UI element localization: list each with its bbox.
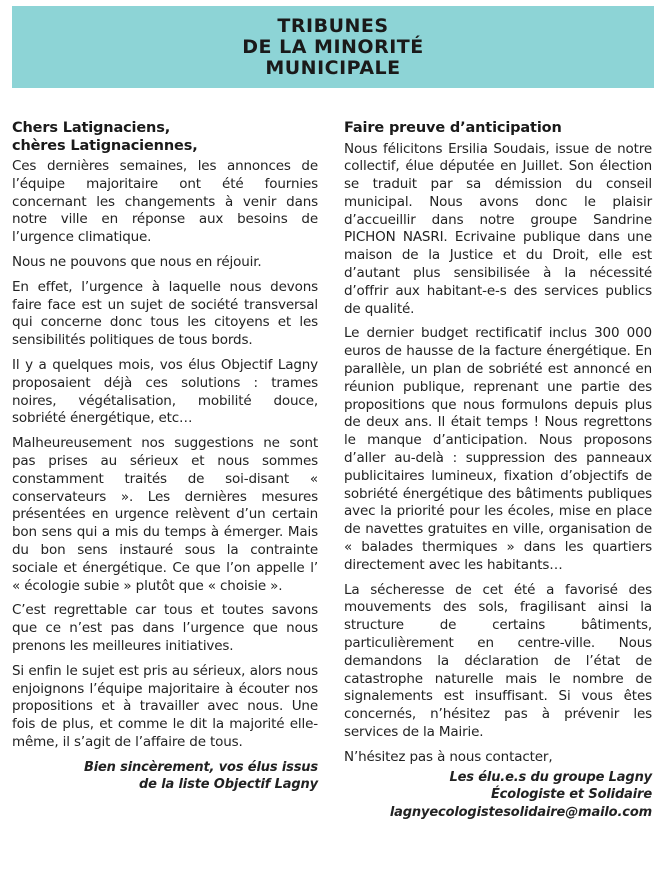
- left-paragraph: Nous ne pouvons que nous en réjouir.: [12, 253, 262, 270]
- right-title: Faire preuve d’anticipation: [344, 120, 562, 136]
- header-title-line: MUNICIPALE: [265, 56, 401, 79]
- left-paragraph: Malheureusement nos suggestions ne sont pas prises au sérieux et nous sommes constamment traités de soi-disant « conservateurs ». Les dernières mesures présentées en urgence relèvent d’un certain bon sens qui a mis du temps à émerger. Mais du bon sens instauré sous la contrainte sociale et énergétique. Ce que l’on appelle l’ « écologie subie » plutôt que « choisie ».: [12, 435, 318, 594]
- right-email: lagnyecologistesolidaire@mailo.com: [389, 804, 652, 820]
- right-paragraph: Le dernier budget rectificatif inclus 300 000 euros de hausse de la facture énergétique. En parallèle, un plan de sobriété est annoncé en réunion publique, reprenant une partie des propositions que nous formulons depuis plus de deux ans. Il était temps ! Nous regrettons le manque d’anticipation. Nous proposons d’aller au-delà : suppression des panneaux publicitaires lumineux, fixation d’objectifs de sobriété énergétique des bâtiments publiques avec la priorité pour les écoles, mise en place de navettes gratuites en ville, organisation de « balades thermiques » dans les quartiers directement avec les habitants…: [344, 325, 652, 573]
- left-column: [12, 120, 318, 794]
- right-contact: N’hésitez pas à nous contacter,: [344, 748, 553, 765]
- right-paragraph: La sécheresse de cet été a favorisé des mouvements des sols, fragilisant ainsi la structure de certains bâtiments, particulièrement en centre-ville. Nous demandons la déclaration de l’état de catastrophe naturelle mais le nombre de signalements est insuffisant. Si vous êtes concernés, n’hésitez pas à prévenir les services de la Mairie.: [344, 581, 652, 740]
- right-column: [344, 120, 652, 821]
- right-signature: Les élu.e.s du groupe Lagny: [449, 769, 652, 785]
- left-signature: Bien sincèrement, vos élus issus: [83, 759, 318, 775]
- right-paragraph: Nous félicitons Ersilia Soudais, issue de notre collectif, élue députée en Juillet. Son élection se traduit par sa démission du conseil municipal. Nous avons donc le plaisir d’accueillir dans notre groupe Sandrine PICHON NASRI. Ecrivaine publique dans une maison de la Justice et du Droit, elle est d’autant plus sensibilisée à la nécessité d’offrir aux habitant-e-s des services publics de qualité.: [344, 140, 652, 317]
- header-title-line: TRIBUNES: [277, 14, 389, 37]
- left-title: Chers Latignaciens,: [12, 120, 171, 136]
- right-signature: Écologiste et Solidaire: [490, 787, 652, 803]
- left-paragraph: Il y a quelques mois, vos élus Objectif Lagny proposaient déjà ces solutions : trames noires, végétalisation, mobilité douce, sobriété énergétique, etc…: [12, 356, 318, 427]
- left-paragraph: Si enfin le sujet est pris au sérieux, alors nous enjoignons l’équipe majoritaire à écouter nos propositions et à travailler avec nous. Une fois de plus, et comme le dit la majorité elle-même, il s’agit de l’affaire de tous.: [12, 662, 318, 750]
- left-paragraph: C’est regrettable car tous et toutes savons que ce n’est pas dans l’urgence que nous prenons les meilleures initiatives.: [12, 602, 318, 654]
- left-signature: de la liste Objectif Lagny: [139, 777, 318, 793]
- header-title-line: DE LA MINORITÉ: [242, 35, 424, 58]
- left-paragraph: En effet, l’urgence à laquelle nous devons faire face est un sujet de société transversal qui concerne donc tous les citoyens et les sensibilités politiques de tous bords.: [12, 278, 318, 349]
- left-title: chères Latignaciennes,: [12, 137, 198, 154]
- header-banner: [12, 6, 654, 88]
- left-paragraph: Ces dernières semaines, les annonces de l’équipe majoritaire ont été fournies concernant les changements à venir dans notre ville en réponse aux besoins de l’urgence climatique.: [12, 158, 318, 246]
